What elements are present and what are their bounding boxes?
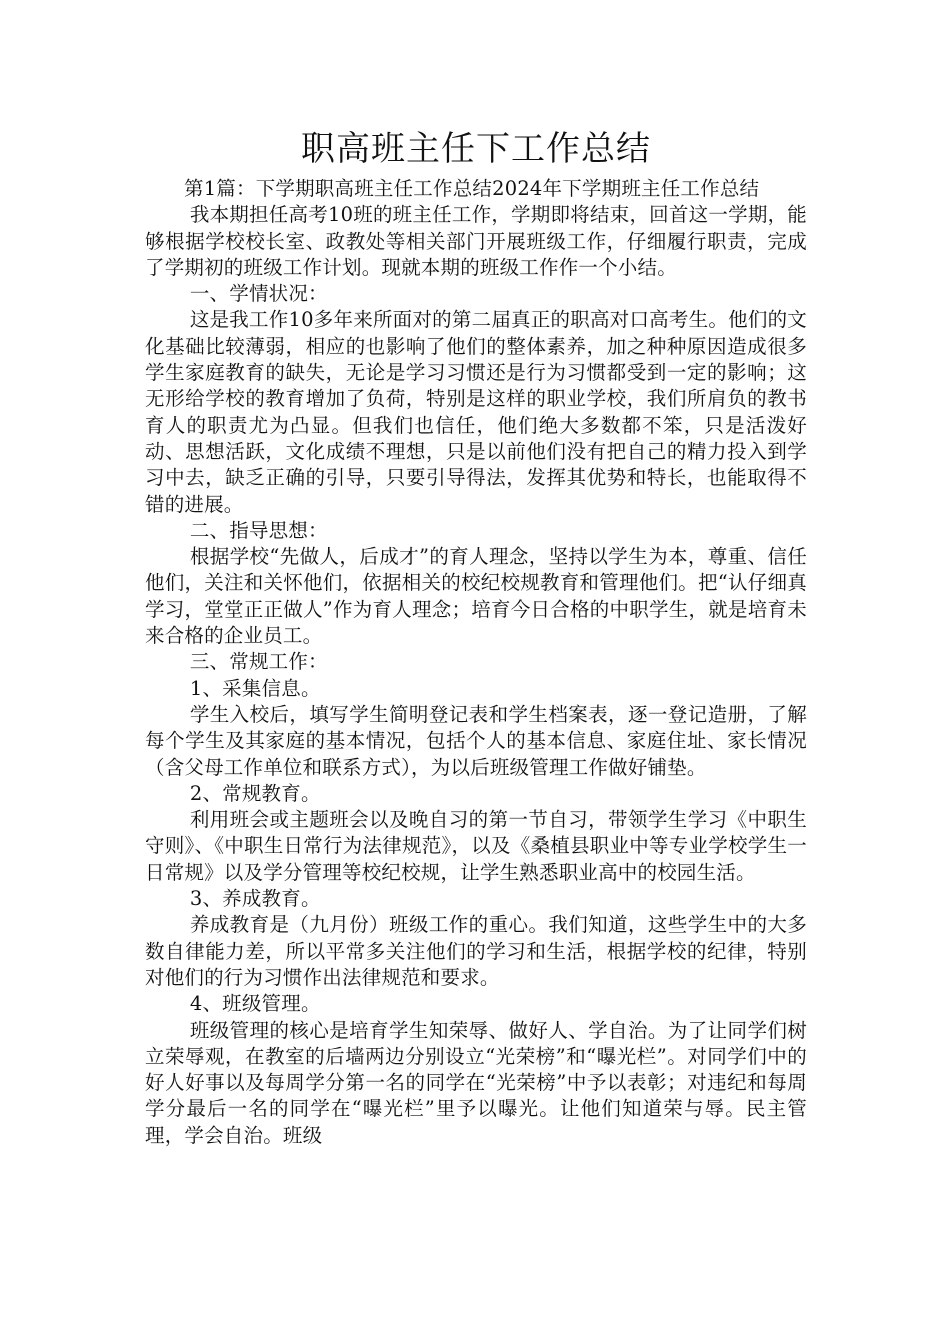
- subsection-heading: 2、常规教育。: [189, 781, 321, 805]
- subsection-heading: 1、采集信息。: [189, 676, 321, 700]
- body-paragraph: 学生入校后，填写学生简明登记表和学生档案表，逐一登记造册，了解每个学生及其家庭的基本情况，包括个人的基本信息、家庭住址、家长情况（含父母工作单位和联系方式），为以后班级管理工作做好铺垫。: [145, 702, 807, 779]
- body-paragraph: 这是我工作10多年来所面对的第二届真正的职高对口高考生。他们的文化基础比较薄弱，相应的也影响了他们的整体素养，加之种种原因造成很多学生家庭教育的缺失，无论是学习习惯还是行为习惯都受到一定的影响；这无形给学校的教育增加了负荷，特别是这样的职业学校，我们所肩负的教书育人的职责尤为凸显。但我们也信任，他们绝大多数都不笨，只是活泼好动、思想活跃，文化成绩不理想，只是以前他们没有把自己的精力投入到学习中去，缺乏正确的引导，只要引导得法，发挥其优势和特长，也能取得不错的进展。: [145, 308, 807, 516]
- subsection-heading: 3、养成教育。: [189, 887, 321, 911]
- body-paragraph: 根据学校“先做人，后成才”的育人理念，坚持以学生为本，尊重、信任他们，关注和关怀他们，依据相关的校纪校规教育和管理他们。把“认仔细真学习，堂堂正正做人”作为育人理念；培育今日合格的中职学生，就是培育未来合格的企业员工。: [145, 545, 807, 648]
- section-heading-2: 二、指导思想：: [189, 518, 328, 542]
- body-paragraph: 班级管理的核心是培育学生知荣辱、做好人、学自治。为了让同学们树立荣辱观，在教室的后墙两边分别设立“光荣榜”和“曝光栏”。对同学们中的好人好事以及每周学分第一名的同学在“光荣榜”中予以表彰；对违纪和每周学分最后一名的同学在“曝光栏”里予以曝光。让他们知道荣与辱。民主管理，学会自治。班级: [145, 1018, 807, 1147]
- section-heading-1: 一、学情状况：: [189, 282, 328, 306]
- subsection-heading: 4、班级管理。: [189, 992, 321, 1016]
- body-paragraph: 利用班会或主题班会以及晚自习的第一节自习，带领学生学习《中职生守则》、《中职生日常行为法律规范》，以及《桑植县职业中等专业学校学生一日常规》以及学分管理等校纪校规，让学生熟悉职业高中的校园生活。: [145, 808, 807, 884]
- body-paragraph: 养成教育是（九月份）班级工作的重心。我们知道，这些学生中的大多数自律能力差，所以平常多关注他们的学习和生活，根据学校的纪律，特别对他们的行为习惯作出法律规范和要求。: [145, 913, 807, 989]
- intro-paragraph: 我本期担任高考10班的班主任工作，学期即将结束，回首这一学期，能够根据学校校长室、政教处等相关部门开展班级工作，仔细履行职责，完成了学期初的班级工作计划。现就本期的班级工作作一个小结。: [145, 203, 807, 279]
- chapter-heading: 第1篇：下学期职高班主任工作总结2024年下学期班主任工作总结: [184, 177, 760, 200]
- document-title: 职高班主任下工作总结: [301, 129, 651, 169]
- section-heading-3: 三、常规工作：: [189, 650, 328, 674]
- document-page: [145, 128, 807, 1149]
